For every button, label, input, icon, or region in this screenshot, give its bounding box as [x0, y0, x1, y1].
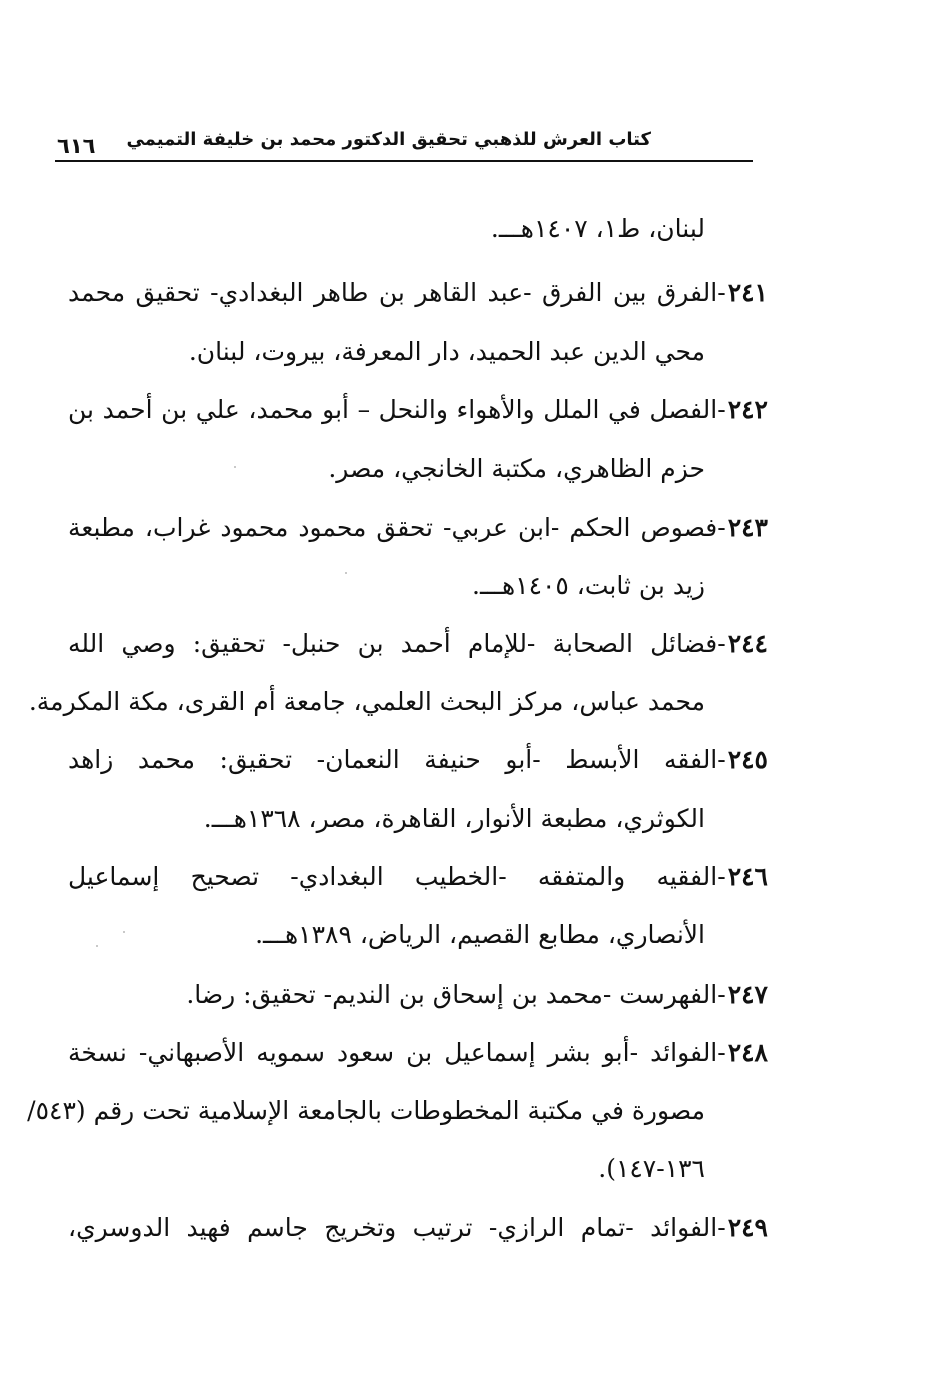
text-line: [65, 801, 705, 837]
entry-number: ٢٤٧: [727, 980, 768, 1009]
entry-text: -الفهرست -محمد بن إسحاق بن النديم- تحقيق: رضا.: [186, 980, 726, 1009]
text-line: [27, 1093, 705, 1129]
line-text: محي الدين عبد الحميد، دار المعرفة، بيروت، لبنان.: [188, 337, 705, 366]
entry-number: ٢٤٣: [727, 513, 768, 542]
text-line: [65, 451, 705, 487]
bibliography-entry-247: [68, 977, 768, 1013]
entry-text: -الفصل في الملل والأهواء والنحل – أبو محمد، علي بن أحمد بن: [68, 395, 726, 424]
line-text: حزم الظاهري، مكتبة الخانجي، مصر.: [328, 454, 705, 483]
text-line: [65, 917, 705, 953]
entry-number: ٢٤١: [727, 278, 768, 307]
line-text: ١٣٦-١٤٧).: [598, 1154, 705, 1183]
scan-speck: [234, 466, 236, 468]
text-line: [65, 211, 705, 247]
entry-number: ٢٤٨: [727, 1038, 768, 1067]
line-text: لبنان، ط١، ١٤٠٧هـــ.: [490, 214, 705, 243]
entry-text: -الفقيه والمتفقه -الخطيب البغدادي- تصحيح إسماعيل: [68, 862, 726, 891]
bibliography-entry-246: [68, 859, 768, 895]
bibliography-entry-242: [68, 392, 768, 428]
page-number: ٦١٦: [57, 134, 96, 158]
entry-number: ٢٤٢: [727, 395, 768, 424]
text-line: [28, 684, 705, 720]
line-text: محمد عباس، مركز البحث العلمي، جامعة أم القرى، مكة المكرمة.: [28, 687, 705, 716]
bibliography-entry-244: [68, 626, 768, 662]
bibliography-entry-245: [68, 742, 768, 778]
entry-text: -الفقه الأبسط -أبو حنيفة النعمان- تحقيق: محمد زاهد: [68, 745, 726, 774]
line-text: مصورة في مكتبة المخطوطات بالجامعة الإسلامية تحت رقم (٥٤٣/: [27, 1096, 705, 1125]
entry-number: ٢٤٩: [727, 1213, 768, 1242]
scan-speck: [345, 572, 347, 574]
bibliography-entry-243: [68, 510, 768, 546]
page-header: [55, 126, 753, 162]
bibliography-entry-241: [68, 275, 768, 311]
text-line: [65, 1151, 705, 1187]
line-text: الأنصاري، مطابع القصيم، الرياض، ١٣٨٩هـــ.: [255, 920, 705, 949]
entry-text: -الفرق بين الفرق -عبد القاهر بن طاهر البغدادي- تحقيق محمد: [68, 278, 726, 307]
bibliography-entry-248: [68, 1035, 768, 1071]
book-title: كتاب العرش للذهبي تحقيق الدكتور محمد بن خليفة التميمي: [126, 129, 651, 150]
entry-text: -فضائل الصحابة -للإمام أحمد بن حنبل- تحقيق: وصي الله: [68, 629, 726, 658]
entry-number: ٢٤٦: [727, 862, 768, 891]
line-text: زيد بن ثابت، ١٤٠٥هـــ.: [472, 571, 705, 600]
scan-speck: [123, 931, 125, 933]
line-text: الكوثري، مطبعة الأنوار، القاهرة، مصر، ١٣٦٨هـــ.: [203, 804, 705, 833]
entry-text: -فصوص الحكم -ابن عربي- تحقق محمود محمود غراب، مطبعة: [68, 513, 726, 542]
entry-number: ٢٤٥: [727, 745, 768, 774]
entry-text: -الفوائد -تمام الرازي- ترتيب وتخريج جاسم فهيد الدوسري،: [68, 1213, 726, 1242]
entry-text: -الفوائد -أبو بشر إسماعيل بن سعود سمويه الأصبهاني- نسخة: [68, 1038, 726, 1067]
text-line: [65, 568, 705, 604]
entry-number: ٢٤٤: [727, 629, 768, 658]
bibliography-entry-249: [68, 1210, 768, 1246]
text-line: [65, 334, 705, 370]
scan-speck: [96, 945, 98, 947]
